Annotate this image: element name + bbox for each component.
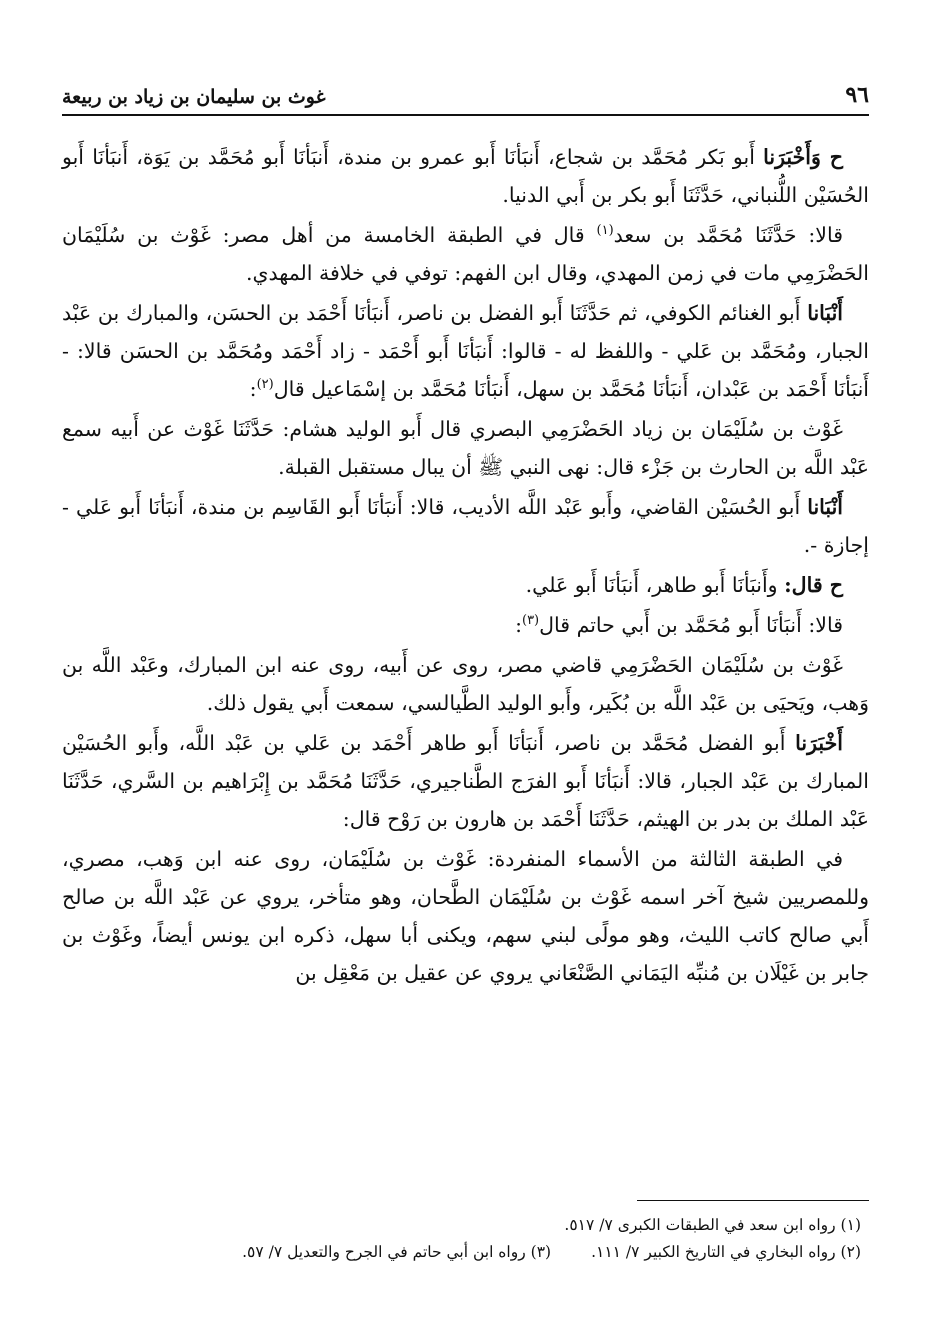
text-run: قالا: حَدَّثَنَا مُحَمَّد بن سعد [613,223,843,247]
footnote-row [62,1239,861,1266]
footnote-ref: (٣) [521,613,540,629]
text-run: أَبو الحُسَيْن القاضي، وأَبو عَبْد اللَّه الأديب، قالا: أَنبَأنَا أَبو القَاسِم بن مندة، أَنبَأنَا أَبو عَلي - إجازة -. [62,495,869,557]
footnote-3: (٣) رواه ابن أبي حاتم في الجرح والتعديل ٧/ ٥٧. [242,1243,552,1261]
footnote-1: (١) رواه ابن سعد في الطبقات الكبرى ٧/ ٥١٧. [564,1216,861,1234]
text-run: أَبو بَكر مُحَمَّد بن شجاع، أَنبَأنَا أَبو عمرو بن مندة، أَنبَأنَا أَبو مُحَمَّد بن يَوَة، أَنبَأنَا أَبو الحُسَيْن اللُّنباني، حَدَّثَنَا أَبو بكر بن أَبي الدنيا. [62,145,869,207]
keyword: أَنْبَانا [807,495,843,519]
keyword: ح قال: [784,573,843,597]
text-run: وأَنبَأنَا أَبو طاهر، أَنبَأنَا أَبو عَلي. [525,573,785,597]
page-number: ٩٦ [845,82,869,108]
page-header [62,70,869,116]
footnote-ref: (٢) [256,377,274,393]
paragraph-1 [62,138,869,214]
text-run: قال في الطبقة الخامسة من أهل مصر: غَوْث بن سُلَيْمَان الحَضْرَمِي مات في زمن المهدي، وقال ابن الفهم: توفي في خلافة المهدي. [62,223,869,285]
paragraph-4 [62,410,869,486]
paragraph-5 [62,488,869,564]
footnote-row [62,1212,861,1239]
text-run: أَبو الغنائم الكوفي، ثم حَدَّثَنَا أَبو الفضل بن ناصر، أَنبَأنَا أَحْمَد بن الحسَن، والمبارك بن عَبْد الجبار، ومُحَمَّد بن عَلي - واللفظ له - قالوا: أَنبَأنَا أَبو أَحْمَد - زاد أَحْمَد ومُحَمَّد بن الحسَن قالا: - أَنبَأنَا أَحْمَد بن عَبْدان، أَنبَأنَا مُحَمَّد بن سهل، أَنبَأنَا مُحَمَّد بن إسْمَاعيل قال [62,301,869,401]
keyword: وَأَخْبَرَنا [763,145,821,169]
paragraph-9 [62,724,869,838]
paragraph-7 [62,606,869,644]
paragraph-3 [62,294,869,408]
keyword: ح [820,145,843,169]
text-run: غَوْث بن سُلَيْمَان الحَضْرَمِي قاضي مصر، روى عن أَبيه، روى عنه ابن المبارك، وعَبْد اللَّه بن وَهب، ويَحيَى بن عَبْد اللَّه بن بُكَير، وأَبو الوليد الطَّيالسي، سمعت أَبي يقول ذلك. [62,653,869,715]
footnote-divider [637,1200,869,1201]
keyword: أَخْبَرَنا [795,731,843,755]
footnote-2: (٢) رواه البخاري في التاريخ الكبير ٧/ ١١١. [591,1243,861,1261]
keyword: أَنْبَانا [807,301,843,325]
paragraph-8 [62,646,869,722]
text-run: أَبو الفضل مُحَمَّد بن ناصر، أَنبَأنَا أَبو طاهر أَحْمَد بن عَلي بن عَبْد اللَّه، وأَبو الحُسَيْن المبارك بن عَبْد الجبار، قالا: أَنبَأنَا أَبو الفرَج الطَّناجيري، حَدَّثَنَا مُحَمَّد بن إِبْرَاهيم بن السَّري، حَدَّثَنَا عَبْد الملك بن بدر بن الهيثم، حَدَّثَنَا أَحْمَد بن هارون بن رَوْح قال: [62,731,869,831]
footnote-ref: (١) [596,223,614,239]
running-title: غوث بن سليمان بن زياد بن ربيعة [62,86,326,108]
main-text [62,138,869,994]
footnotes [62,1212,861,1266]
paragraph-2 [62,216,869,292]
text-run: قالا: أَنبَأنَا أَبو مُحَمَّد بن أَبي حاتم قال [539,613,843,637]
paragraph-10 [62,840,869,992]
text-run: في الطبقة الثالثة من الأسماء المنفردة: غَوْث بن سُلَيْمَان، روى عنه ابن وَهب، مصري، وللمصريين شيخ آخر اسمه غَوْث بن سُلَيْمَان الطَّحان، وهو متأخر، يروي عن عَبْد اللَّه بن صالح أَبي صالح كاتب الليث، وهو مولًى لبني سهم، ويكنى أبا سهل، ذكره ابن يونس أيضاً، وغَوْث بن جابر بن غَيْلَان بن مُنبِّه اليَمَاني الصَّنْعَاني يروي عن عقيل بن مَعْقِل بن [62,847,869,985]
text-run: : [249,377,257,401]
text-run: : [515,613,522,637]
paragraph-6 [62,566,869,604]
text-run: غَوْث بن سُلَيْمَان بن زياد الحَضْرَمِي البصري قال أَبو الوليد هشام: حَدَّثَنَا غَوْث عن أَبيه سمع عَبْد اللَّه بن الحارث بن جَزْء قال: نهى النبي ﷺ أن يبال مستقبل القبلة. [62,417,869,479]
